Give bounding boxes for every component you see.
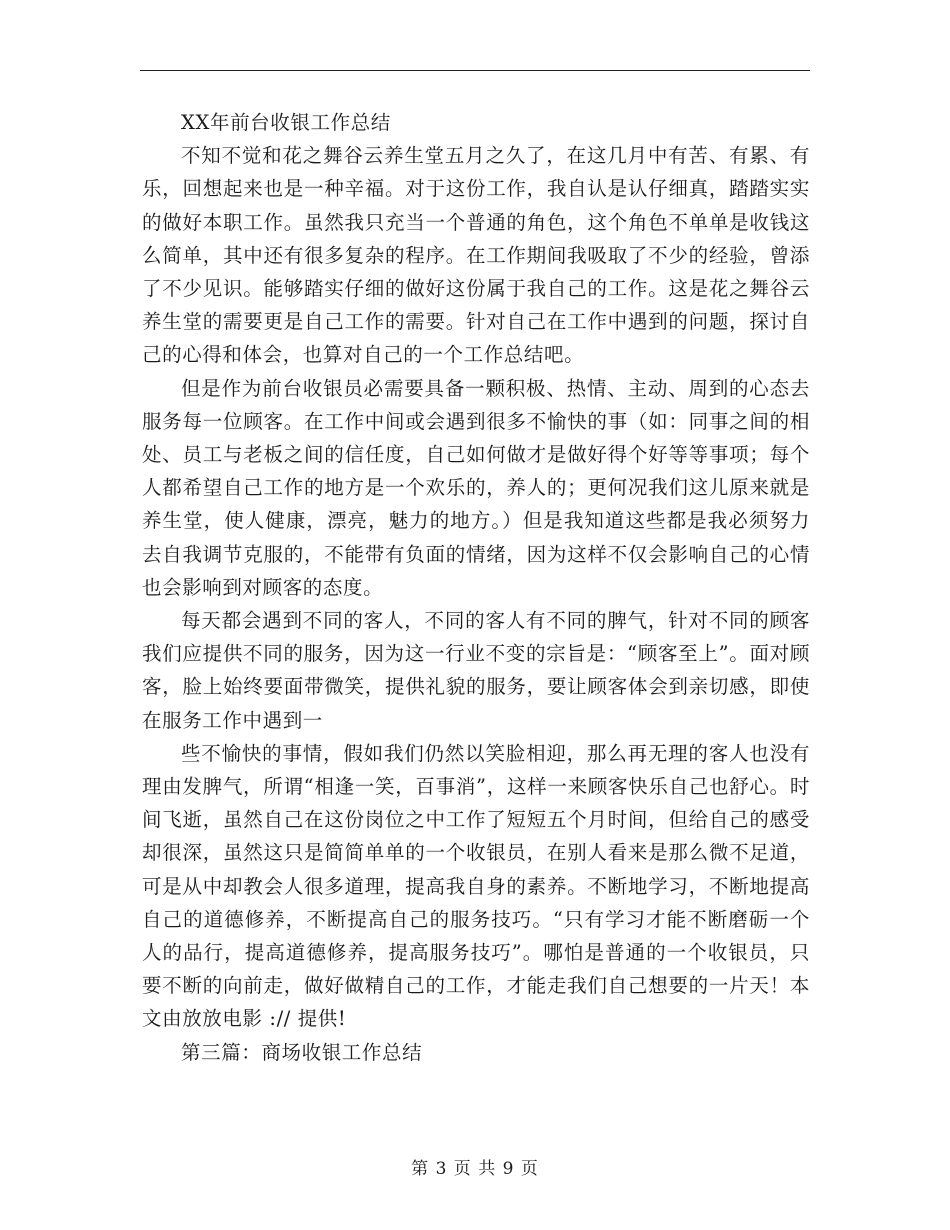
page-number: 第 3 页 共 9 页 [411, 1159, 539, 1179]
document-title: XX年前台收银工作总结 [181, 111, 391, 134]
paragraph-3: 每天都会遇到不同的客人，不同的客人有不同的脾气，针对不同的顾客我们应提供不同的服务，因为这一行业不变的宗旨是：“顾客至上”。面对顾客，脸上始终要面带微笑，提供礼貌的服务，要让顾客体会到亲切感，即使在服务工作中遇到一 [142, 609, 810, 732]
document-body [142, 106, 810, 1069]
paragraph-4: 些不愉快的事情，假如我们仍然以笑脸相迎，那么再无理的客人也没有理由发脾气，所谓“相逢一笑，百事消”，这样一来顾客快乐自己也舒心。时间飞逝，虽然自己在这份岗位之中工作了短短五个月时间，但给自己的感受却很深，虽然这只是简简单单的一个收银员，在别人看来是那么微不足道，可是从中却教会人很多道理，提高我自身的素养。不断地学习，不断地提高自己的道德修养，不断提高自己的服务技巧。“只有学习才能不断磨砺一个人的品行，提高道德修养，提高服务技巧”。哪怕是普通的一个收银员，只要不断的向前走，做好做精自己的工作，才能走我们自己想要的一片天！本文由放放电影 :// 提供! [142, 741, 810, 1031]
paragraph-1: 不知不觉和花之舞谷云养生堂五月之久了，在这几月中有苦、有累、有乐，回想起来也是一种辛福。对于这份工作，我自认是认仔细真，踏踏实实的做好本职工作。虽然我只充当一个普通的角色，这个角色不单单是收钱这么简单，其中还有很多复杂的程序。在工作期间我吸取了不少的经验，曾添了不少见识。能够踏实仔细的做好这份属于我自己的工作。这是花之舞谷云养生堂的需要更是自己工作的需要。针对自己在工作中遇到的问题，探讨自己的心得和体会，也算对自己的一个工作总结吧。 [142, 144, 810, 367]
header-rule [140, 70, 810, 71]
section-heading: 第三篇：商场收银工作总结 [181, 1040, 423, 1064]
paragraph-2: 但是作为前台收银员必需要具备一颗积极、热情、主动、周到的心态去服务每一位顾客。在工作中间或会遇到很多不愉快的事（如：同事之间的相处、员工与老板之间的信任度，自己如何做才是做好得个好等等事项；每个人都希望自己工作的地方是一个欢乐的，养人的；更何况我们这儿原来就是养生堂，使人健康，漂亮，魅力的地方。）但是我知道这些都是我必须努力去自我调节克服的，不能带有负面的情绪，因为这样不仅会影响自己的心情也会影响到对顾客的态度。 [142, 376, 810, 599]
